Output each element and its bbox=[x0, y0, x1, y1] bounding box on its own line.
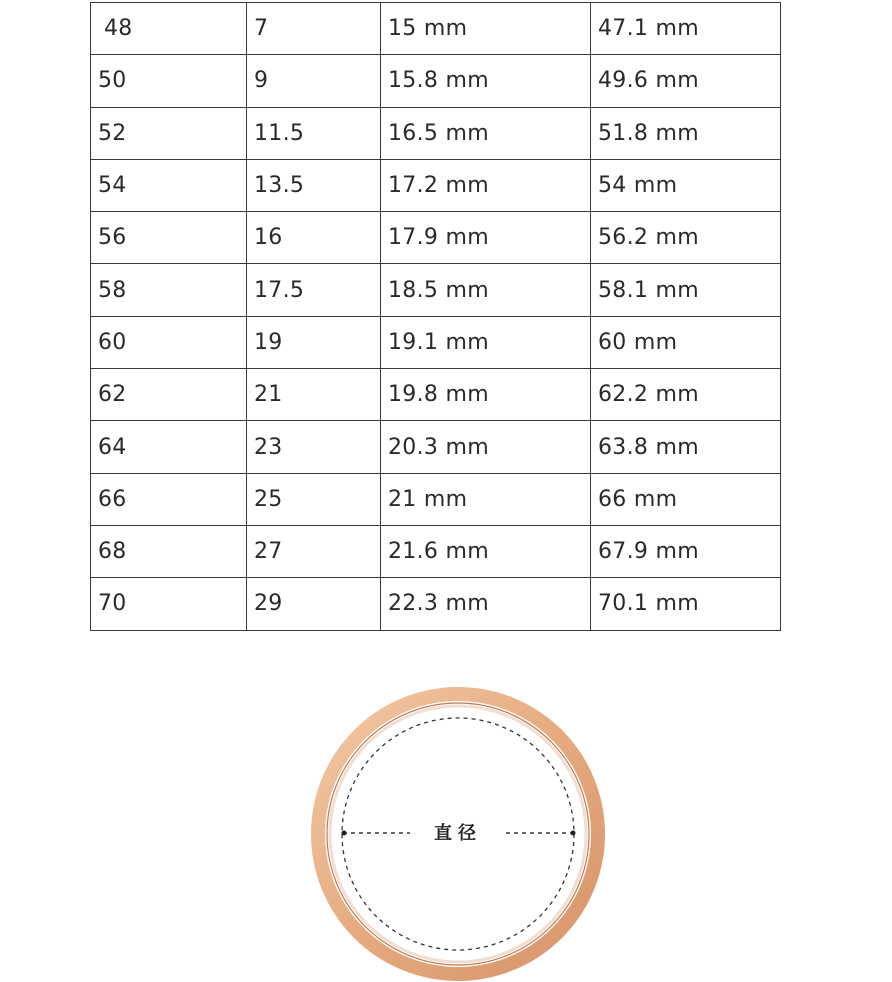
cell-diameter: 22.3 mm bbox=[381, 578, 591, 630]
cell-size-hk: 16 bbox=[247, 212, 381, 264]
table-row bbox=[91, 55, 781, 107]
cell-diameter: 21 mm bbox=[381, 473, 591, 525]
cell-size-eu: 60 bbox=[91, 316, 247, 368]
cell-diameter: 19.8 mm bbox=[381, 369, 591, 421]
ring-diameter-diagram bbox=[310, 686, 606, 982]
cell-size-hk: 11.5 bbox=[247, 107, 381, 159]
table-row bbox=[91, 473, 781, 525]
cell-circumference: 67.9 mm bbox=[591, 525, 781, 577]
table-row bbox=[91, 3, 781, 55]
cell-size-eu: 66 bbox=[91, 473, 247, 525]
cell-size-hk: 27 bbox=[247, 525, 381, 577]
table-row bbox=[91, 107, 781, 159]
cell-size-eu: 48 bbox=[91, 3, 247, 55]
cell-circumference: 51.8 mm bbox=[591, 107, 781, 159]
cell-size-hk: 9 bbox=[247, 55, 381, 107]
cell-size-eu: 52 bbox=[91, 107, 247, 159]
cell-diameter: 15 mm bbox=[381, 3, 591, 55]
cell-diameter: 15.8 mm bbox=[381, 55, 591, 107]
table-row bbox=[91, 578, 781, 630]
cell-size-hk: 19 bbox=[247, 316, 381, 368]
table-row bbox=[91, 316, 781, 368]
cell-diameter: 18.5 mm bbox=[381, 264, 591, 316]
cell-circumference: 60 mm bbox=[591, 316, 781, 368]
cell-size-hk: 13.5 bbox=[247, 159, 381, 211]
cell-size-eu: 68 bbox=[91, 525, 247, 577]
ring-size-table bbox=[90, 2, 781, 631]
table-row bbox=[91, 421, 781, 473]
table-row bbox=[91, 264, 781, 316]
cell-diameter: 16.5 mm bbox=[381, 107, 591, 159]
cell-circumference: 70.1 mm bbox=[591, 578, 781, 630]
cell-size-eu: 70 bbox=[91, 578, 247, 630]
cell-diameter: 17.2 mm bbox=[381, 159, 591, 211]
cell-size-eu: 54 bbox=[91, 159, 247, 211]
cell-size-eu: 56 bbox=[91, 212, 247, 264]
cell-diameter: 17.9 mm bbox=[381, 212, 591, 264]
cell-circumference: 54 mm bbox=[591, 159, 781, 211]
cell-size-hk: 17.5 bbox=[247, 264, 381, 316]
table-row bbox=[91, 369, 781, 421]
cell-size-hk: 29 bbox=[247, 578, 381, 630]
cell-circumference: 58.1 mm bbox=[591, 264, 781, 316]
cell-circumference: 47.1 mm bbox=[591, 3, 781, 55]
cell-circumference: 49.6 mm bbox=[591, 55, 781, 107]
cell-size-hk: 23 bbox=[247, 421, 381, 473]
diameter-label: 直径 bbox=[434, 823, 482, 844]
cell-size-hk: 7 bbox=[247, 3, 381, 55]
cell-diameter: 20.3 mm bbox=[381, 421, 591, 473]
cell-diameter: 21.6 mm bbox=[381, 525, 591, 577]
table-row bbox=[91, 212, 781, 264]
table-row bbox=[91, 159, 781, 211]
cell-circumference: 62.2 mm bbox=[591, 369, 781, 421]
cell-circumference: 56.2 mm bbox=[591, 212, 781, 264]
cell-size-hk: 21 bbox=[247, 369, 381, 421]
cell-diameter: 19.1 mm bbox=[381, 316, 591, 368]
cell-size-eu: 62 bbox=[91, 369, 247, 421]
cell-size-eu: 50 bbox=[91, 55, 247, 107]
cell-circumference: 66 mm bbox=[591, 473, 781, 525]
table-row bbox=[91, 525, 781, 577]
cell-size-eu: 58 bbox=[91, 264, 247, 316]
cell-size-eu: 64 bbox=[91, 421, 247, 473]
cell-circumference: 63.8 mm bbox=[591, 421, 781, 473]
cell-size-hk: 25 bbox=[247, 473, 381, 525]
